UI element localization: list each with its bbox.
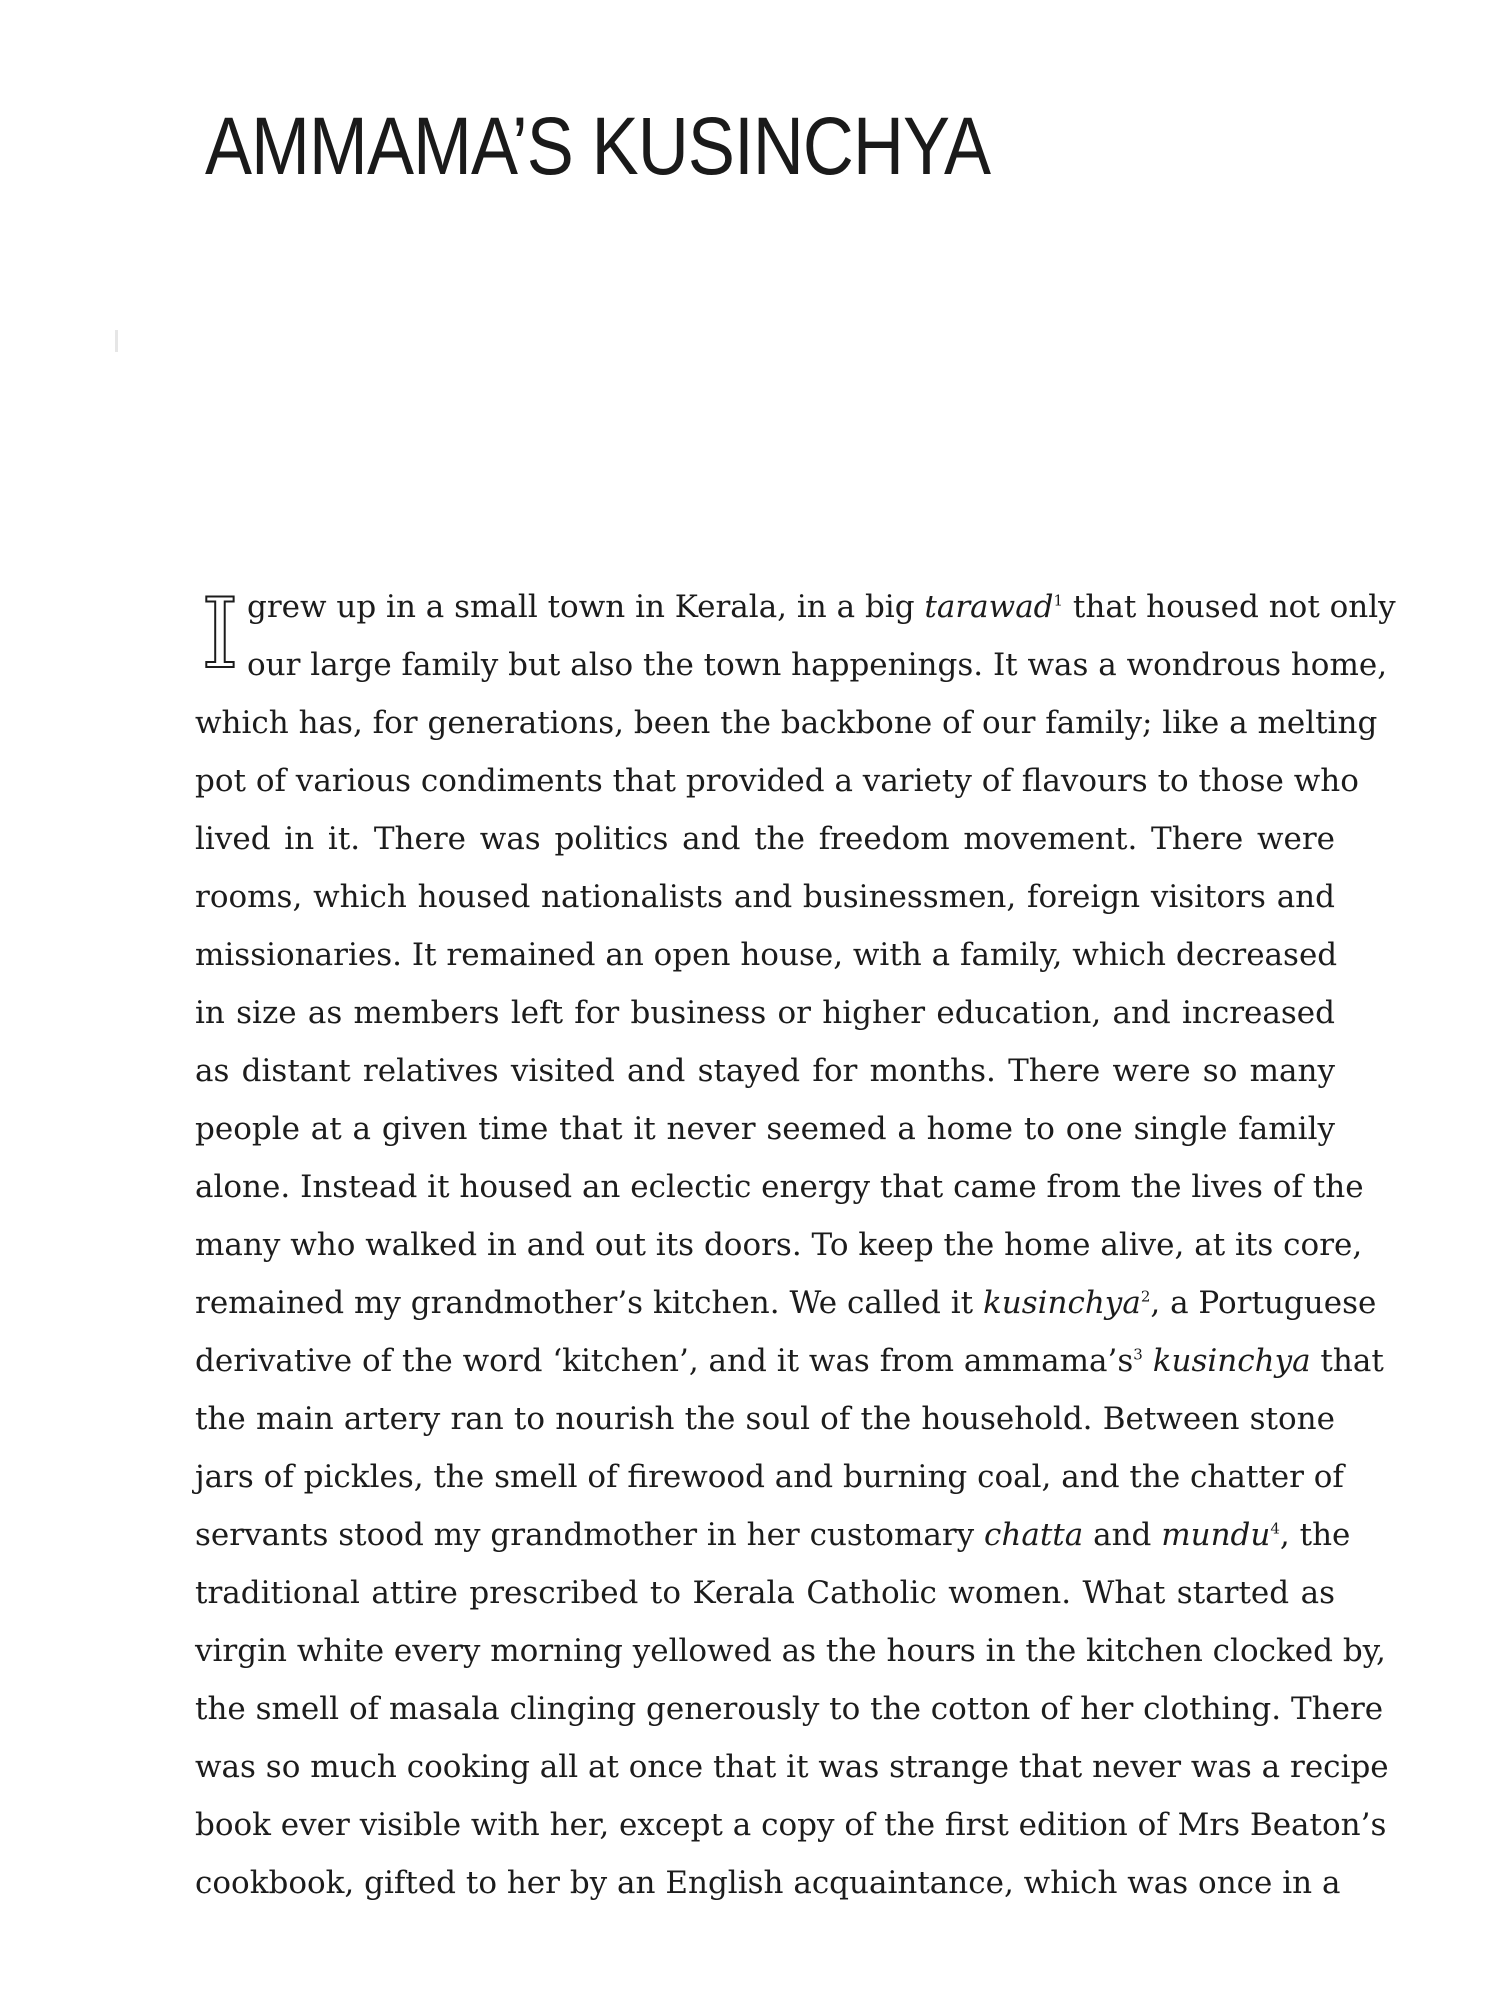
footnote-marker: 4: [1270, 1519, 1280, 1538]
text-run: derivative of the word ‘kitchen’, and it was from ammama’s: [195, 1343, 1134, 1379]
text-run: the smell of masala clinging generously to the cotton of her clothing. There: [195, 1691, 1384, 1727]
text-line: [195, 1796, 1387, 1854]
text-run: [1143, 1343, 1153, 1379]
text-line: [195, 1100, 1335, 1158]
text-line: [195, 694, 1378, 752]
text-run: people at a given time that it never seemed a home to one single family: [195, 1111, 1335, 1147]
text-run: our large family but also the town happenings. It was a wondrous home,: [247, 647, 1388, 683]
text-run: remained my grandmother’s kitchen. We called it: [195, 1285, 983, 1321]
text-line: [195, 752, 1359, 810]
text-line: [195, 1564, 1335, 1622]
text-run: in size as members left for business or higher education, and increased: [195, 995, 1335, 1031]
text-line: [195, 1506, 1351, 1564]
text-run: virgin white every morning yellowed as the hours in the kitchen clocked by,: [195, 1633, 1386, 1669]
text-run: , a Portuguese: [1150, 1285, 1377, 1321]
text-run: lived in it. There was politics and the freedom movement. There were: [195, 821, 1335, 857]
text-line: [195, 1622, 1386, 1680]
footnote-marker: 3: [1133, 1345, 1143, 1364]
text-run: which has, for generations, been the backbone of our family; like a melting: [195, 705, 1378, 741]
text-line: [195, 1332, 1384, 1390]
text-run: rooms, which housed nationalists and businessmen, foreign visitors and: [195, 879, 1335, 915]
text-run: cookbook, gifted to her by an English acquaintance, which was once in a: [195, 1865, 1341, 1901]
text-line: [195, 1158, 1364, 1216]
drop-cap: I: [201, 578, 239, 690]
text-run: grew up in a small town in Kerala, in a big: [247, 589, 925, 625]
text-line: [195, 1448, 1344, 1506]
text-line: [195, 578, 1396, 636]
text-line: [195, 1390, 1335, 1448]
text-run: , the: [1279, 1517, 1351, 1553]
text-line: [195, 636, 1388, 694]
text-run: jars of pickles, the smell of firewood and burning coal, and the chatter of: [195, 1459, 1344, 1495]
margin-mark: [115, 330, 118, 352]
footnote-marker: 2: [1140, 1287, 1151, 1306]
text-line: [195, 1216, 1363, 1274]
text-run: many who walked in and out its doors. To keep the home alive, at its core,: [195, 1227, 1363, 1263]
italic-term: kusinchya: [982, 1285, 1141, 1321]
text-line: [195, 1680, 1384, 1738]
italic-term: kusinchya: [1152, 1343, 1311, 1379]
text-run: the main artery ran to nourish the soul of the household. Between stone: [195, 1401, 1335, 1437]
italic-term: chatta: [984, 1517, 1084, 1553]
text-line: [195, 984, 1335, 1042]
text-run: was so much cooking all at once that it was strange that never was a recipe: [195, 1749, 1389, 1785]
text-line: [195, 1042, 1335, 1100]
text-line: [195, 1738, 1389, 1796]
text-run: book ever visible with her, except a copy of the first edition of Mrs Beaton’s: [195, 1807, 1387, 1843]
footnote-marker: 1: [1053, 591, 1064, 610]
text-line: [195, 810, 1335, 868]
text-run: alone. Instead it housed an eclectic energy that came from the lives of the: [195, 1169, 1364, 1205]
text-run: and: [1083, 1517, 1162, 1553]
chapter-title: AMMAMA’S KUSINCHYA: [205, 101, 991, 192]
text-line: [195, 868, 1335, 926]
text-run: that housed not only: [1063, 589, 1396, 625]
text-line: [195, 1274, 1377, 1332]
text-line: [195, 1854, 1341, 1912]
text-run: that: [1310, 1343, 1384, 1379]
italic-term: tarawad: [924, 589, 1054, 625]
text-line: [195, 926, 1338, 984]
text-run: as distant relatives visited and stayed for months. There were so many: [195, 1053, 1335, 1089]
text-run: servants stood my grandmother in her customary: [195, 1517, 985, 1553]
body-paragraph: [195, 578, 1396, 1912]
text-run: traditional attire prescribed to Kerala Catholic women. What started as: [195, 1575, 1335, 1611]
text-run: pot of various condiments that provided a variety of flavours to those who: [195, 763, 1359, 799]
italic-term: mundu: [1161, 1517, 1271, 1553]
text-run: missionaries. It remained an open house, with a family, which decreased: [195, 937, 1338, 973]
